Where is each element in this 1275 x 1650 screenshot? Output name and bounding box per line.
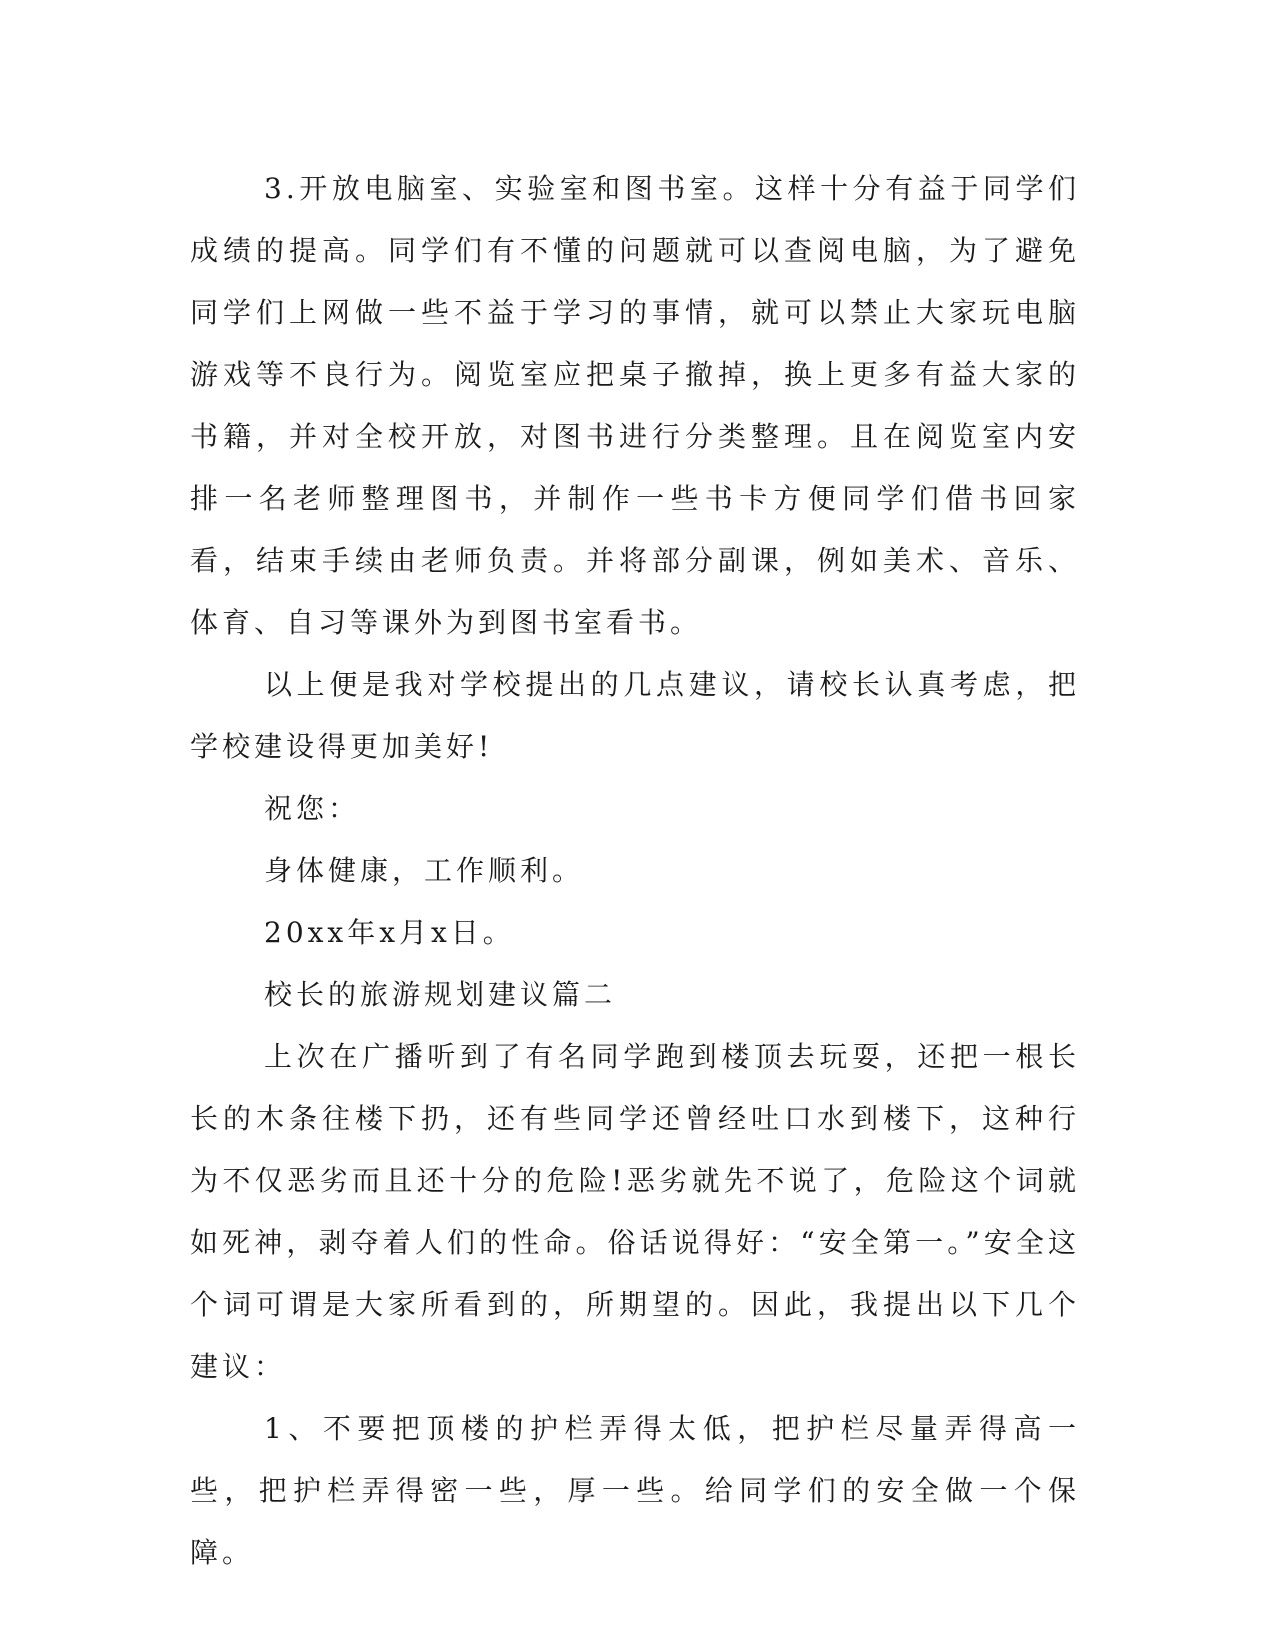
letter-date: 20xx年x月x日。 (264, 916, 515, 949)
paragraph-open-rooms: 3.开放电脑室、实验室和图书室。这样十分有益于同学们成绩的提高。同学们有不懂的问题就可以查阅电脑，为了避免同学们上网做一些不益于学习的事情，就可以禁止大家玩电脑游戏等不良行为。阅览室应把桌子撤掉，换上更多有益大家的书籍，并对全校开放，对图书进行分类整理。且在阅览室内安排一名老师整理图书，并制作一些书卡方便同学们借书回家看，结束手续由老师负责。并将部分副课，例如美术、音乐、体育、自习等课外为到图书室看书。 (190, 172, 1080, 639)
paragraph-rooftop-incident: 上次在广播听到了有名同学跑到楼顶去玩耍，还把一根长长的木条往楼下扔，还有些同学还曾经吐口水到楼下，这种行为不仅恶劣而且还十分的危险!恶劣就先不说了，危险这个词就如死神，剥夺着人们的性命。俗话说得好：“安全第一。”安全这个词可谓是大家所看到的，所期望的。因此，我提出以下几个建议： (190, 1040, 1080, 1383)
section-title: 校长的旅游规划建议篇二 (264, 978, 617, 1011)
paragraph-conclusion: 以上便是我对学校提出的几点建议，请校长认真考虑，把学校建设得更加美好! (190, 668, 1080, 763)
document-body (190, 158, 1080, 1584)
closing-wishes: 身体健康，工作顺利。 (264, 854, 585, 887)
paragraph-suggestion-railing: 1、不要把顶楼的护栏弄得太低，把护栏尽量弄得高一些，把护栏弄得密一些，厚一些。给同学们的安全做一个保障。 (190, 1412, 1080, 1569)
closing-salutation: 祝您： (264, 792, 361, 825)
